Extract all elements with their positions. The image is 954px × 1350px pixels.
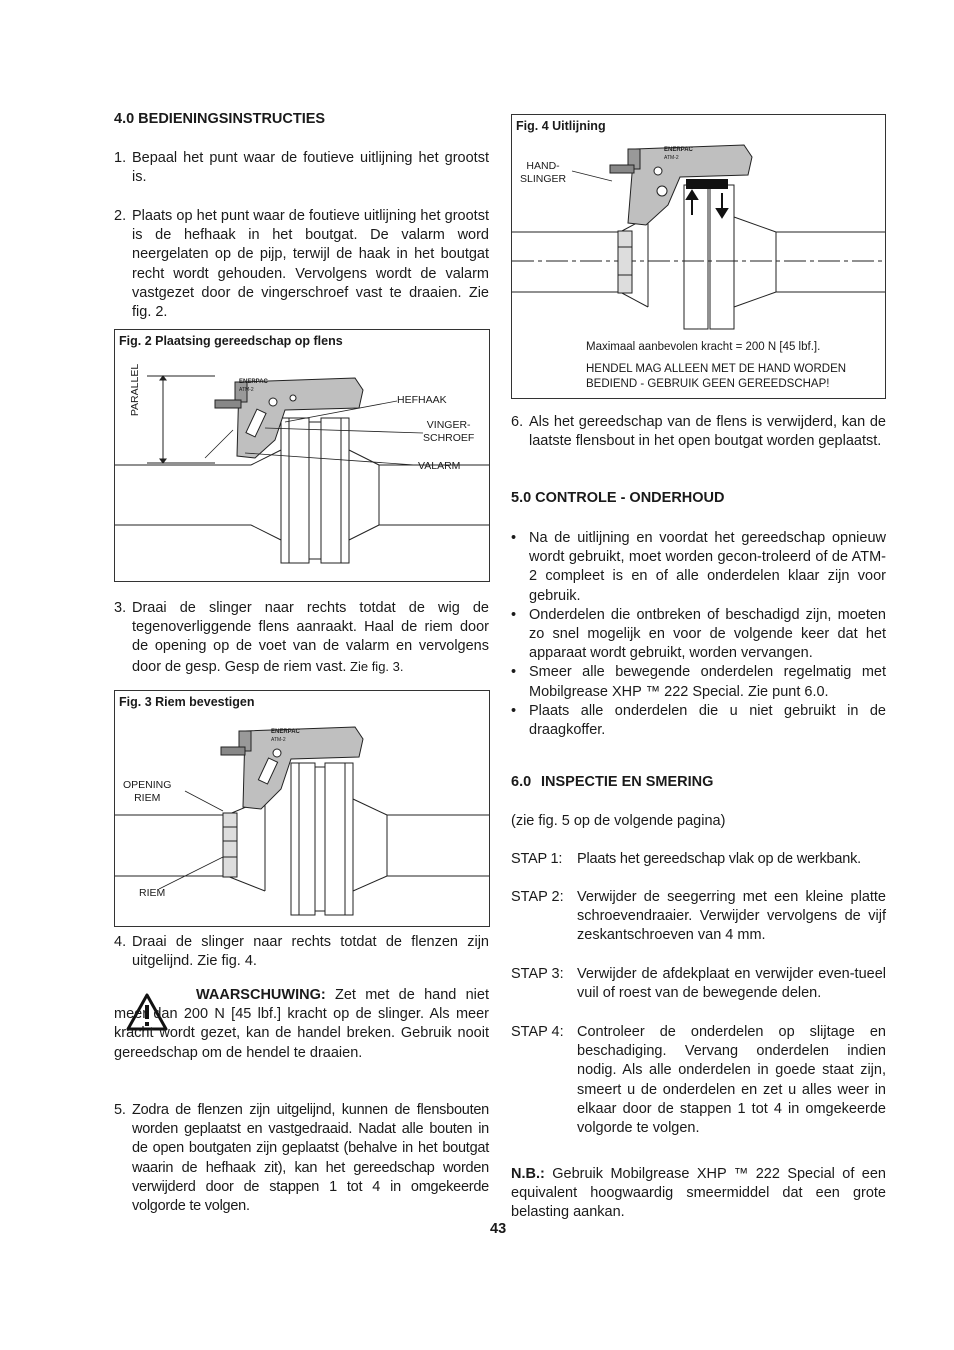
- step-text: Als het gereedschap van de flens is verwijderd, kan de laatste flensbout in het open boutgat worden geplaatst.: [529, 414, 886, 450]
- page-number: 43: [490, 1221, 507, 1237]
- label-valarm: VALARM: [418, 460, 461, 472]
- figure-3-drawing: [115, 691, 490, 927]
- note-line-1: HENDEL MAG ALLEEN MET DE HAND WORDEN: [586, 363, 847, 375]
- list-item: [511, 702, 886, 740]
- label-hefhaak: HEFHAAK: [397, 394, 447, 406]
- step-key: STAP 4:: [511, 1024, 564, 1040]
- list-item-text: Smeer alle bewegende onderdelen regelmatig met Mobilgrease XHP ™ 222 Special. Zie punt 6.0.: [529, 664, 886, 700]
- step-number: 2.: [114, 208, 127, 224]
- nb-text: Gebruik Mobilgrease XHP ™ 222 Special of een equivalent hoogwaardig smeermiddel dat een grote belasting aankan.: [511, 1166, 886, 1221]
- inspection-step-2: [511, 888, 886, 946]
- step-key: STAP 3:: [511, 966, 564, 982]
- note-line-2: BEDIEND - GEBRUIK GEEN GEREEDSCHAP!: [586, 377, 830, 390]
- note-hand-only: [586, 362, 846, 391]
- instruction-step-6: [511, 413, 886, 451]
- step-text: Plaats op het punt waar de foutieve uitlijning het grootst is de hefhaak in het boutgat. De valarm word neergelaten op de pijp, terwijl de haak in het boutgat recht wordt gehouden. Vervolgens wordt de valarm vastgezet door de vingerschroef vast te draaien. Zie fig. 2.: [132, 208, 489, 321]
- step-text: Verwijder de seegerring met een kleine platte schroevendraaier. Verwijder vervolgens de vijf zeskantschroeven van 4 mm.: [577, 889, 886, 944]
- step-key: STAP 2:: [511, 889, 564, 905]
- tool-model: ATM-2: [271, 737, 286, 743]
- figure-4-drawing: [512, 115, 886, 399]
- label-line-2: SCHROEF: [423, 432, 475, 444]
- instruction-step-3: [114, 599, 489, 677]
- instruction-step-5: [114, 1101, 489, 1216]
- step-text: Draai de slinger naar rechts totdat de wig de tegenoverliggende flens aanraakt. Haal de riem door de opening op de voet van de valarm en vervolgens door de gesp. Gesp de riem vast.: [132, 600, 489, 675]
- label-parallel: PARALLEL: [129, 363, 141, 417]
- list-item: [511, 606, 886, 664]
- note-max-force: Maximaal aanbevolen kracht = 200 N [45 lbf.].: [586, 341, 821, 353]
- warning-text: Zet met de hand niet meer dan 200 N [45 lbf.] kracht op de slinger. Als meer kracht wordt gezet, kan de handel breken. Gebruik nooit gereedschap om de hendel te draaien.: [114, 987, 489, 1061]
- label-handslinger: [520, 160, 566, 186]
- tool-brand: ENERPAC: [239, 379, 268, 385]
- list-item: [511, 663, 886, 701]
- label-line-2: SLINGER: [520, 173, 567, 185]
- step-number: 4.: [114, 934, 127, 950]
- figure-3: [114, 690, 490, 927]
- list-item: [511, 529, 886, 606]
- step-text: Draai de slinger naar rechts totdat de flenzen zijn uitgelijnd. Zie fig. 4.: [132, 934, 489, 970]
- section-heading-6-number: 6.0: [511, 774, 532, 790]
- figure-caption: Fig. 4 Uitlijning: [516, 119, 606, 133]
- step-number: 6.: [511, 414, 524, 430]
- nb-note: [511, 1165, 886, 1223]
- figure-caption: Fig. 3 Riem bevestigen: [119, 695, 255, 709]
- inspection-step-1: [511, 850, 886, 869]
- bullet: •: [511, 530, 517, 546]
- figure-reference: (zie fig. 5 op de volgende pagina): [511, 813, 726, 829]
- step-text: Plaats het gereedschap vlak op de werkbank.: [577, 851, 861, 867]
- label-line-1: HAND-: [526, 160, 560, 172]
- bullet: •: [511, 702, 517, 719]
- step-text: Bepaal het punt waar de foutieve uitlijning het grootst is.: [132, 150, 489, 186]
- step-key: STAP 1:: [511, 851, 563, 867]
- step-number: 1.: [114, 150, 127, 166]
- bullet: •: [511, 606, 517, 623]
- list-item-text: Onderdelen die ontbreken of beschadigd zijn, moeten zo snel mogelijk en voor de volgende keer dat het apparaat wordt gebruikt, worden vervangen.: [529, 606, 886, 662]
- warning-label: WAARSCHUWING:: [196, 987, 326, 1003]
- inspection-step-4: [511, 1023, 886, 1138]
- step-text: Controleer de onderdelen op slijtage en beschadiging. Vervang onderdelen indien nodig. Als alle onderdelen in goede staat zijn, smeert u de onderdelen en zet u alles weer in elkaar door de stappen 1 tot 4 in omgekeerde volgorde te volgen.: [577, 1024, 886, 1137]
- tool-model: ATM-2: [664, 155, 679, 161]
- label-line-1: VINGER-: [426, 419, 471, 431]
- section-heading-4: 4.0 BEDIENINGSINSTRUCTIES: [114, 111, 326, 127]
- label-opening-riem: [123, 779, 171, 805]
- tool-model: ATM-2: [239, 387, 254, 393]
- label-line-2: RIEM: [134, 792, 161, 804]
- nb-label: N.B.:: [511, 1166, 545, 1182]
- list-item-text: Plaats alle onderdelen die u niet gebruikt in de draagkoffer.: [529, 702, 886, 739]
- figure-2-drawing: [115, 330, 490, 582]
- bullet: •: [511, 664, 517, 681]
- instruction-step-2: [114, 207, 489, 322]
- list-item-text: Na de uitlijning en voordat het gereedschap opnieuw wordt gebruikt, moet worden gecon-troleerd of de ATM-2 compleet is en of alle onderdelen klaar zijn voor gebruik.: [529, 530, 886, 604]
- figure-caption: Fig. 2 Plaatsing gereedschap op flens: [119, 334, 343, 348]
- figure-2: [114, 329, 490, 582]
- section-heading-5: 5.0 CONTROLE - ONDERHOUD: [511, 490, 725, 506]
- instruction-step-4: [114, 933, 489, 971]
- warning-block: [114, 986, 489, 1063]
- figure-4: [511, 114, 886, 399]
- label-vingerschroef: [423, 419, 474, 445]
- tool-brand: ENERPAC: [271, 729, 300, 735]
- step-number: 5.: [114, 1102, 126, 1118]
- step-text: Verwijder de afdekplaat en verwijder even-tueel vuil of roest van de bewegende delen.: [577, 966, 886, 1002]
- instruction-step-1: [114, 149, 489, 187]
- step-text: Zodra de flenzen zijn uitgelijnd, kunnen de flensbouten worden geplaatst en vastgedraaid. Nadat alle bouten in de open boutgaten zijn geplaatst (behalve in het boutgat waarin de hefhaak zit), kan het gereedschap worden verwijderd door de stappen 1 tot 4 in omgekeerde volgorde te volgen.: [132, 1102, 489, 1215]
- step-number: 3.: [114, 600, 127, 616]
- maintenance-bullet-list: [511, 529, 886, 740]
- label-riem: RIEM: [139, 887, 166, 899]
- tool-brand: ENERPAC: [664, 147, 693, 153]
- label-line-1: OPENING: [123, 779, 172, 791]
- figure-reference: Zie fig. 3.: [346, 658, 404, 674]
- inspection-step-3: [511, 965, 886, 1003]
- section-heading-6: INSPECTIE EN SMERING: [541, 774, 714, 790]
